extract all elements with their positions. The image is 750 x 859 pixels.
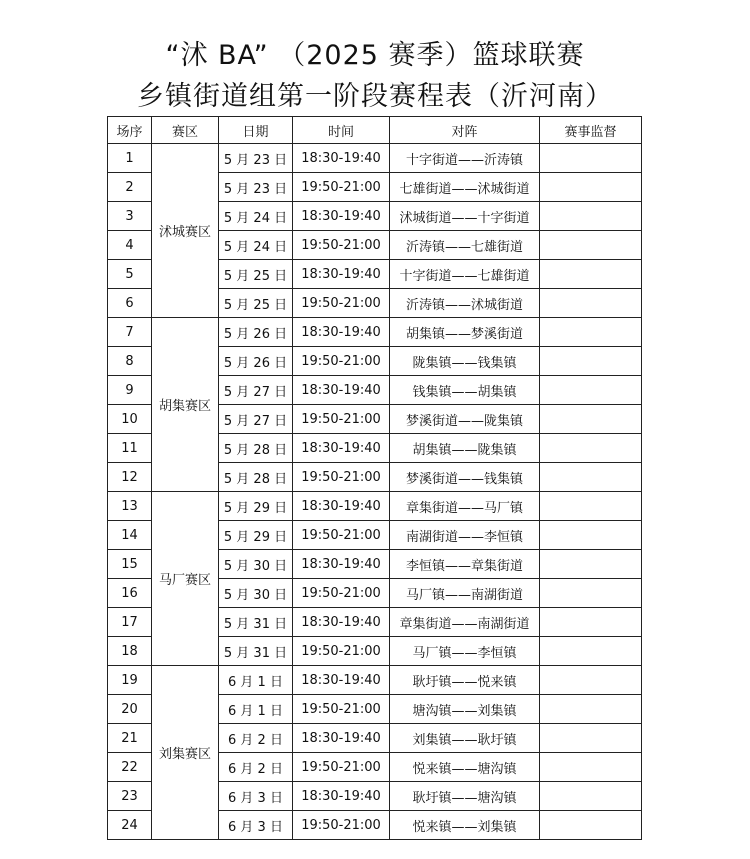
matchup-cell: 耿圩镇——悦来镇: [390, 666, 540, 695]
time-cell: 18:30-19:40: [293, 782, 390, 811]
match-no-cell: 20: [108, 695, 152, 724]
date-cell: 6 月 1 日: [219, 666, 293, 695]
time-cell: 18:30-19:40: [293, 318, 390, 347]
match-no-cell: 21: [108, 724, 152, 753]
time-cell: 18:30-19:40: [293, 492, 390, 521]
zone-cell: 沭城赛区: [152, 144, 219, 318]
schedule-table: [107, 116, 642, 840]
supervisor-cell: [540, 231, 642, 260]
time-cell: 19:50-21:00: [293, 811, 390, 840]
table-row: [108, 492, 642, 521]
table-header-row: [108, 117, 642, 144]
matchup-cell: 沂涛镇——七雄街道: [390, 231, 540, 260]
time-cell: 18:30-19:40: [293, 144, 390, 173]
supervisor-cell: [540, 666, 642, 695]
time-cell: 19:50-21:00: [293, 289, 390, 318]
supervisor-cell: [540, 695, 642, 724]
match-no-cell: 10: [108, 405, 152, 434]
supervisor-cell: [540, 434, 642, 463]
match-no-cell: 4: [108, 231, 152, 260]
supervisor-cell: [540, 521, 642, 550]
date-cell: 5 月 23 日: [219, 144, 293, 173]
matchup-cell: 陇集镇——钱集镇: [390, 347, 540, 376]
header-match-no: 场序: [108, 117, 152, 144]
matchup-cell: 南湖街道——李恒镇: [390, 521, 540, 550]
supervisor-cell: [540, 202, 642, 231]
time-cell: 19:50-21:00: [293, 695, 390, 724]
match-no-cell: 11: [108, 434, 152, 463]
match-no-cell: 7: [108, 318, 152, 347]
matchup-cell: 梦溪街道——钱集镇: [390, 463, 540, 492]
header-matchup: 对阵: [390, 117, 540, 144]
supervisor-cell: [540, 550, 642, 579]
table-row: [108, 144, 642, 173]
supervisor-cell: [540, 753, 642, 782]
date-cell: 5 月 29 日: [219, 492, 293, 521]
supervisor-cell: [540, 376, 642, 405]
date-cell: 5 月 30 日: [219, 579, 293, 608]
date-cell: 5 月 27 日: [219, 405, 293, 434]
supervisor-cell: [540, 724, 642, 753]
match-no-cell: 12: [108, 463, 152, 492]
header-zone: 赛区: [152, 117, 219, 144]
matchup-cell: 十字街道——七雄街道: [390, 260, 540, 289]
date-cell: 6 月 2 日: [219, 753, 293, 782]
match-no-cell: 14: [108, 521, 152, 550]
match-no-cell: 16: [108, 579, 152, 608]
schedule-title-line1: “沭 BA” （2025 赛季）篮球联赛: [165, 40, 585, 71]
time-cell: 18:30-19:40: [293, 666, 390, 695]
supervisor-cell: [540, 492, 642, 521]
date-cell: 5 月 25 日: [219, 289, 293, 318]
time-cell: 19:50-21:00: [293, 637, 390, 666]
match-no-cell: 2: [108, 173, 152, 202]
supervisor-cell: [540, 260, 642, 289]
matchup-cell: 沭城街道——十字街道: [390, 202, 540, 231]
date-cell: 5 月 25 日: [219, 260, 293, 289]
time-cell: 19:50-21:00: [293, 405, 390, 434]
matchup-cell: 沂涛镇——沭城街道: [390, 289, 540, 318]
matchup-cell: 十字街道——沂涛镇: [390, 144, 540, 173]
header-time: 时间: [293, 117, 390, 144]
date-cell: 5 月 24 日: [219, 231, 293, 260]
schedule-title-line2: 乡镇街道组第一阶段赛程表（沂河南）: [137, 81, 613, 112]
supervisor-cell: [540, 289, 642, 318]
date-cell: 5 月 26 日: [219, 318, 293, 347]
supervisor-cell: [540, 405, 642, 434]
matchup-cell: 悦来镇——刘集镇: [390, 811, 540, 840]
supervisor-cell: [540, 318, 642, 347]
time-cell: 18:30-19:40: [293, 260, 390, 289]
time-cell: 19:50-21:00: [293, 463, 390, 492]
header-date: 日期: [219, 117, 293, 144]
time-cell: 19:50-21:00: [293, 753, 390, 782]
date-cell: 5 月 29 日: [219, 521, 293, 550]
schedule-body: [108, 144, 642, 840]
supervisor-cell: [540, 144, 642, 173]
match-no-cell: 24: [108, 811, 152, 840]
matchup-cell: 马厂镇——南湖街道: [390, 579, 540, 608]
time-cell: 19:50-21:00: [293, 347, 390, 376]
matchup-cell: 马厂镇——李恒镇: [390, 637, 540, 666]
date-cell: 5 月 30 日: [219, 550, 293, 579]
table-row: [108, 666, 642, 695]
supervisor-cell: [540, 637, 642, 666]
zone-cell: 马厂赛区: [152, 492, 219, 666]
date-cell: 5 月 28 日: [219, 463, 293, 492]
match-no-cell: 1: [108, 144, 152, 173]
supervisor-cell: [540, 811, 642, 840]
supervisor-cell: [540, 579, 642, 608]
date-cell: 6 月 1 日: [219, 695, 293, 724]
supervisor-cell: [540, 463, 642, 492]
match-no-cell: 23: [108, 782, 152, 811]
match-no-cell: 8: [108, 347, 152, 376]
time-cell: 18:30-19:40: [293, 376, 390, 405]
zone-cell: 刘集赛区: [152, 666, 219, 840]
matchup-cell: 悦来镇——塘沟镇: [390, 753, 540, 782]
supervisor-cell: [540, 608, 642, 637]
supervisor-cell: [540, 173, 642, 202]
match-no-cell: 18: [108, 637, 152, 666]
match-no-cell: 9: [108, 376, 152, 405]
table-row: [108, 318, 642, 347]
time-cell: 19:50-21:00: [293, 231, 390, 260]
matchup-cell: 李恒镇——章集街道: [390, 550, 540, 579]
date-cell: 6 月 3 日: [219, 782, 293, 811]
supervisor-cell: [540, 782, 642, 811]
zone-cell: 胡集赛区: [152, 318, 219, 492]
date-cell: 6 月 3 日: [219, 811, 293, 840]
match-no-cell: 3: [108, 202, 152, 231]
date-cell: 5 月 23 日: [219, 173, 293, 202]
date-cell: 5 月 31 日: [219, 637, 293, 666]
time-cell: 18:30-19:40: [293, 608, 390, 637]
match-no-cell: 13: [108, 492, 152, 521]
matchup-cell: 胡集镇——梦溪街道: [390, 318, 540, 347]
matchup-cell: 钱集镇——胡集镇: [390, 376, 540, 405]
time-cell: 19:50-21:00: [293, 521, 390, 550]
match-no-cell: 5: [108, 260, 152, 289]
time-cell: 18:30-19:40: [293, 434, 390, 463]
matchup-cell: 章集街道——南湖街道: [390, 608, 540, 637]
date-cell: 5 月 26 日: [219, 347, 293, 376]
match-no-cell: 15: [108, 550, 152, 579]
matchup-cell: 梦溪街道——陇集镇: [390, 405, 540, 434]
time-cell: 18:30-19:40: [293, 550, 390, 579]
date-cell: 6 月 2 日: [219, 724, 293, 753]
match-no-cell: 19: [108, 666, 152, 695]
match-no-cell: 22: [108, 753, 152, 782]
matchup-cell: 刘集镇——耿圩镇: [390, 724, 540, 753]
header-supervisor: 赛事监督: [540, 117, 642, 144]
match-no-cell: 6: [108, 289, 152, 318]
time-cell: 19:50-21:00: [293, 579, 390, 608]
date-cell: 5 月 31 日: [219, 608, 293, 637]
matchup-cell: 章集街道——马厂镇: [390, 492, 540, 521]
time-cell: 18:30-19:40: [293, 202, 390, 231]
matchup-cell: 耿圩镇——塘沟镇: [390, 782, 540, 811]
supervisor-cell: [540, 347, 642, 376]
matchup-cell: 胡集镇——陇集镇: [390, 434, 540, 463]
date-cell: 5 月 28 日: [219, 434, 293, 463]
date-cell: 5 月 27 日: [219, 376, 293, 405]
matchup-cell: 塘沟镇——刘集镇: [390, 695, 540, 724]
date-cell: 5 月 24 日: [219, 202, 293, 231]
time-cell: 18:30-19:40: [293, 724, 390, 753]
matchup-cell: 七雄街道——沭城街道: [390, 173, 540, 202]
match-no-cell: 17: [108, 608, 152, 637]
time-cell: 19:50-21:00: [293, 173, 390, 202]
